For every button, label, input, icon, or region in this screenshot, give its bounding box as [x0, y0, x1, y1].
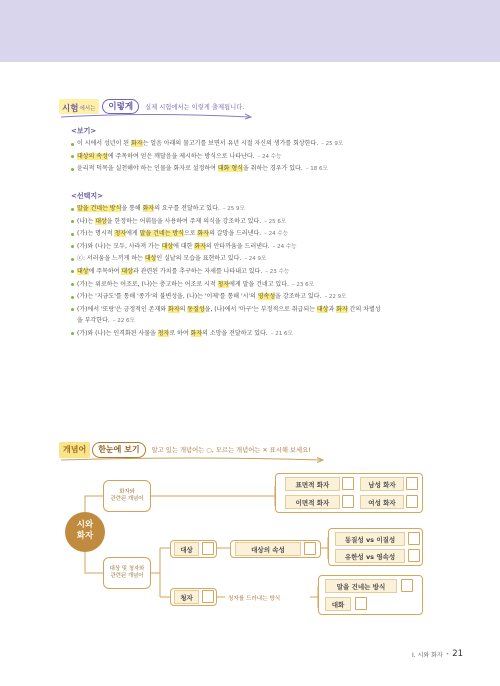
branch-speaker-terms: 화자와 관련된 개념어 — [103, 480, 151, 512]
listener-node — [170, 588, 217, 606]
term-listener: 청자 — [174, 590, 199, 604]
term-female-speaker: 여성 화자 — [360, 495, 404, 509]
term-addressing-method: 말을 건네는 방식 — [325, 579, 397, 593]
listener-terms-group — [318, 575, 423, 615]
choice-item: (나)는 대상을 한정하는 어휘들을 사용하여 주제 의식을 강조하고 있다. – 25 6모 — [71, 216, 436, 229]
term-homogeneity-vs-heterogeneity: 동질성 vs 이질성 — [335, 532, 405, 546]
object-node — [170, 540, 217, 558]
object-attribute-terms-group — [328, 528, 423, 566]
check-box[interactable] — [408, 532, 420, 545]
term-surface-speaker: 표면적 화자 — [285, 477, 340, 491]
term-male-speaker: 남성 화자 — [360, 477, 404, 491]
speaker-terms-group — [275, 473, 423, 513]
check-box[interactable] — [408, 549, 420, 562]
choice-item: (가)와 (나)는 모두, 사라져 가는 대상에 대한 화자의 안타까움을 드러낸다. – 24 수능 — [71, 241, 436, 254]
choice-item: (가)와 (나)는 인격화된 사물을 청자로 하여 화자의 소망을 전달하고 있다. – 21 6모 — [71, 328, 436, 341]
root-node: 시와 화자 — [65, 512, 105, 552]
choice-item: 을 부각한다. – 22 6모 — [77, 317, 135, 325]
exam-tag-main: 시험 — [62, 103, 79, 114]
bogi-item: 대상의 속성에 주목하여 얻은 깨달음을 제시하는 방식으로 나타난다. – 24 수능 — [71, 151, 436, 164]
choice-item: (가)는 '지금도'를 통해 '종가'의 불변성을, (나)는 '이제'를 통해 '시'의 영속성을 강조하고 있다. – 22 9모 — [71, 291, 436, 304]
concept-description: 알고 있는 개념어는 ○, 모르는 개념어는 ✕ 표시해 보세요! — [151, 447, 311, 454]
concept-pill: 한눈에 보기 — [92, 442, 145, 458]
choice-item: (가)에서 '또랑'은 긍정적인 존재와 화자의 동질성을, (나)에서 '마구'는 부정적으로 취급되는 대상과 화자 간의 차별성 — [71, 304, 436, 316]
check-box[interactable] — [202, 590, 214, 603]
concept-tag: 개념어 — [59, 442, 90, 458]
seontaekji-title: <선택지> — [71, 192, 104, 200]
check-box[interactable] — [304, 542, 316, 555]
term-finitude-vs-permanence: 유한성 vs 영속성 — [335, 549, 405, 563]
choice-item: (가)는 위로하는 어조로, (나)는 충고하는 어조로 시적 청자에게 말을 건네고 있다. – 23 6모 — [71, 279, 436, 292]
term-hidden-speaker: 이면적 화자 — [285, 495, 340, 509]
bogi-item: 윤리적 덕목을 실천해야 하는 인물을 화자로 설정하여 대화 형식을 취하는 경우가 있다. – 18 6모 — [71, 163, 436, 176]
object-attribute-node — [230, 540, 321, 558]
page-footer: I. 시와 화자 • 21 — [412, 649, 464, 659]
check-box[interactable] — [342, 495, 354, 508]
exam-description: 실제 시험에서는 이렇게 출제됩니다. — [145, 103, 245, 111]
term-object: 대상 — [174, 542, 199, 556]
check-box[interactable] — [406, 495, 418, 508]
choice-item: ⓒ: 서러움을 느끼게 하는 대상인 실낱의 모습을 표현하고 있다. – 24 9모 — [71, 253, 436, 266]
exam-pill: 이렇게 — [102, 99, 139, 114]
listener-connector-label: 청자를 드러내는 방식 — [228, 596, 281, 602]
check-box[interactable] — [355, 597, 367, 610]
exam-tag-sub: 에서는 — [79, 105, 96, 112]
choice-item: (가)는 명시적 청자에게 말을 건네는 방식으로 화자의 갈망을 드러낸다. – 24 수능 — [71, 228, 436, 241]
term-dialogue: 대화 — [325, 597, 351, 611]
check-box[interactable] — [401, 579, 413, 592]
term-object-attribute: 대상의 속성 — [235, 542, 301, 556]
branch-object-listener-terms: 대상 및 청자와 관련된 개념어 — [103, 557, 151, 589]
check-box[interactable] — [202, 542, 214, 555]
check-box[interactable] — [406, 477, 418, 490]
footer-section: I. 시와 화자 — [412, 651, 443, 659]
check-box[interactable] — [342, 477, 354, 490]
choice-item: 대상에 주목하여 대상과 관련된 가치를 추구하는 자세를 나타내고 있다. – 23 수능 — [71, 266, 436, 279]
bogi-item: 이 시에서 성년이 된 화자는 얼음 아래의 물고기를 보면서 유년 시절 자신의 생가를 회상한다. – 25 9모 — [71, 138, 436, 151]
page-number: 21 — [452, 649, 464, 659]
bogi-title: <보기> — [71, 127, 97, 135]
choice-item: 말을 건네는 방식을 통해 화자의 요구를 전달하고 있다. – 25 9모 — [71, 203, 436, 216]
